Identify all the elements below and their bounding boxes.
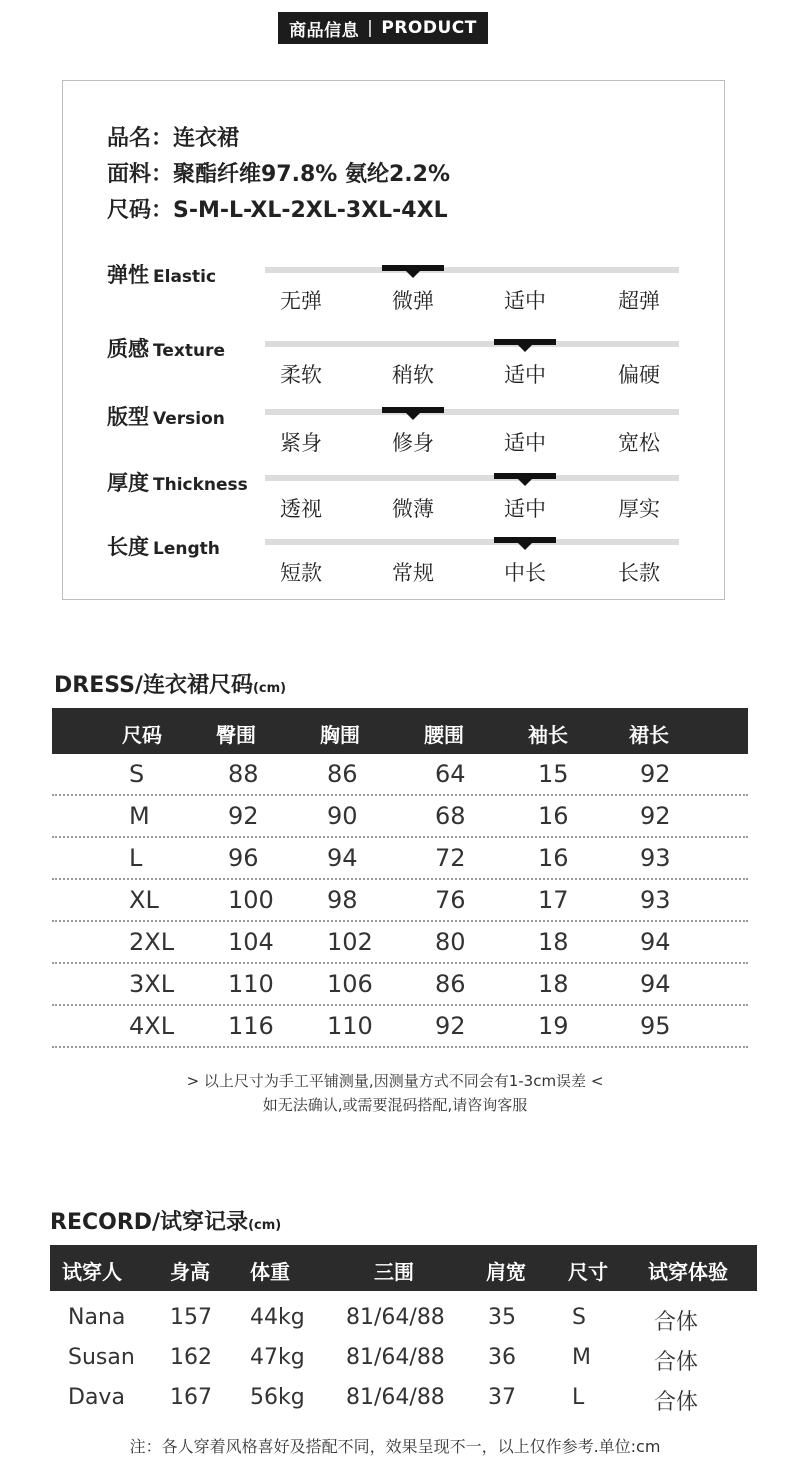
table-cell: 合体 <box>654 1390 699 1415</box>
table-cell: 100 <box>228 886 274 914</box>
table-cell: 110 <box>327 1012 373 1040</box>
record-header-cell: 试穿体验 <box>648 1260 728 1284</box>
table-cell: S <box>129 760 145 788</box>
table-cell: 92 <box>228 802 259 830</box>
attribute-title <box>107 333 225 363</box>
table-cell: 16 <box>538 802 569 830</box>
attribute-option: 长款 <box>618 561 660 585</box>
table-cell: 56kg <box>250 1385 305 1410</box>
table-cell: 81/64/88 <box>346 1385 445 1410</box>
table-cell: 94 <box>640 970 671 998</box>
table-cell: 92 <box>640 760 671 788</box>
table-cell: 4XL <box>129 1012 175 1040</box>
table-cell: 81/64/88 <box>346 1345 445 1370</box>
size-range: 尺码：S-M-L-XL-2XL-3XL-4XL <box>107 198 448 223</box>
record-header-cell: 身高 <box>170 1260 210 1284</box>
table-cell: 15 <box>538 760 569 788</box>
attribute-option: 适中 <box>504 497 546 521</box>
size-header-cell: 胸围 <box>320 723 360 747</box>
attribute-option: 微弹 <box>392 289 434 313</box>
attribute-option: 适中 <box>504 289 546 313</box>
attribute-option: 透视 <box>280 497 322 521</box>
attribute-scale-bar <box>265 539 679 585</box>
table-cell: 93 <box>640 844 671 872</box>
attribute-title-cn: 版型 <box>107 405 149 429</box>
size-header-cell: 臀围 <box>216 723 256 747</box>
attribute-selected-marker <box>382 407 444 413</box>
table-row <box>52 796 748 838</box>
attribute-option: 微薄 <box>392 497 434 521</box>
table-row <box>50 1339 757 1379</box>
record-header-cell: 体重 <box>250 1260 290 1284</box>
table-cell: 47kg <box>250 1345 305 1370</box>
table-cell: 102 <box>327 928 373 956</box>
attribute-selected-marker <box>382 265 444 271</box>
table-cell: L <box>572 1385 585 1410</box>
table-cell: 3XL <box>129 970 175 998</box>
attribute-title-en: Version <box>153 409 225 429</box>
table-cell: 72 <box>435 844 466 872</box>
table-cell: 18 <box>538 970 569 998</box>
table-row <box>52 754 748 796</box>
table-cell: 44kg <box>250 1305 305 1330</box>
attribute-option: 修身 <box>392 431 434 455</box>
attribute-selected-marker <box>494 339 556 345</box>
footnote: 注：各人穿着风格喜好及搭配不同，效果呈现不一，以上仅作参考.单位:cm <box>129 1437 661 1456</box>
table-cell: XL <box>129 886 159 914</box>
table-cell: 116 <box>228 1012 274 1040</box>
record-table-body <box>50 1291 757 1419</box>
table-row <box>52 922 748 964</box>
record-header-cell: 试穿人 <box>62 1260 122 1284</box>
record-header-cell: 三围 <box>374 1260 414 1284</box>
table-cell: S <box>572 1305 586 1330</box>
attribute-scale-bar <box>265 267 679 313</box>
table-cell: 92 <box>640 802 671 830</box>
size-note-line-1: > 以上尺寸为手工平铺测量,因测量方式不同会有1-3cm误差 < <box>186 1072 604 1090</box>
attribute-4 <box>63 531 726 591</box>
table-cell: 76 <box>435 886 466 914</box>
record-header-cell: 肩宽 <box>486 1260 526 1284</box>
attribute-option: 厚实 <box>618 497 660 521</box>
attribute-title-cn: 长度 <box>107 535 149 559</box>
table-cell: Dava <box>68 1385 125 1410</box>
section-header-product <box>278 12 488 44</box>
table-cell: 37 <box>488 1385 516 1410</box>
table-cell: 110 <box>228 970 274 998</box>
table-cell: 合体 <box>654 1310 699 1335</box>
attribute-option: 适中 <box>504 363 546 387</box>
table-cell: 68 <box>435 802 466 830</box>
table-cell: 17 <box>538 886 569 914</box>
table-cell: 36 <box>488 1345 516 1370</box>
table-cell: 106 <box>327 970 373 998</box>
attribute-title <box>107 259 216 289</box>
attribute-0 <box>63 259 726 319</box>
attribute-option: 适中 <box>504 431 546 455</box>
table-cell: 合体 <box>654 1350 699 1375</box>
table-cell: 19 <box>538 1012 569 1040</box>
attribute-option: 超弹 <box>618 289 660 313</box>
attribute-title-en: Elastic <box>153 267 217 287</box>
attribute-2 <box>63 401 726 461</box>
attribute-1 <box>63 333 726 393</box>
attribute-option: 短款 <box>280 561 322 585</box>
size-header-cell: 裙长 <box>629 723 669 747</box>
attribute-option: 宽松 <box>618 431 660 455</box>
table-row <box>50 1299 757 1339</box>
table-row <box>52 964 748 1006</box>
attribute-scale-bar <box>265 409 679 455</box>
size-note-line-2: 如无法确认,或需要混码搭配,请咨询客服 <box>262 1096 528 1114</box>
table-cell: 94 <box>640 928 671 956</box>
size-header-cell: 尺码 <box>122 723 162 747</box>
table-cell: 157 <box>170 1305 212 1330</box>
table-cell: M <box>572 1345 591 1370</box>
attribute-title <box>107 531 220 561</box>
size-section-title-text: DRESS/连衣裙尺码 <box>54 673 253 698</box>
table-cell: 98 <box>327 886 358 914</box>
table-cell: 86 <box>327 760 358 788</box>
attribute-scale-bar <box>265 341 679 387</box>
table-cell: 64 <box>435 760 466 788</box>
attribute-option: 无弹 <box>280 289 322 313</box>
header-en: PRODUCT <box>381 18 477 38</box>
table-cell: 86 <box>435 970 466 998</box>
product-name: 品名：连衣裙 <box>107 126 240 151</box>
attribute-selected-marker <box>494 473 556 479</box>
table-cell: 80 <box>435 928 466 956</box>
attribute-title-en: Texture <box>153 341 225 361</box>
table-cell: 2XL <box>129 928 175 956</box>
table-cell: 93 <box>640 886 671 914</box>
size-table <box>52 708 748 1048</box>
table-row <box>52 880 748 922</box>
header-separator: | <box>367 18 374 38</box>
basic-info <box>107 121 450 229</box>
table-cell: 16 <box>538 844 569 872</box>
record-section-title <box>50 1205 281 1236</box>
header-cn: 商品信息 <box>289 20 360 41</box>
table-cell: Susan <box>68 1345 135 1370</box>
table-cell: L <box>129 844 143 872</box>
record-section-unit: (cm) <box>248 1218 282 1233</box>
attribute-title-cn: 质感 <box>107 337 149 361</box>
table-row <box>52 1006 748 1048</box>
fabric-info: 面料：聚酯纤维97.8% 氨纶2.2% <box>107 162 450 187</box>
size-section-unit: (cm) <box>252 681 287 696</box>
table-cell: Nana <box>68 1305 126 1330</box>
attribute-option: 偏硬 <box>618 363 660 387</box>
table-cell: 90 <box>327 802 358 830</box>
table-cell: 88 <box>228 760 259 788</box>
table-cell: 95 <box>640 1012 671 1040</box>
attribute-title-en: Length <box>153 539 220 559</box>
attribute-option: 常规 <box>392 561 434 585</box>
attribute-title <box>107 467 248 497</box>
attribute-selected-marker <box>494 537 556 543</box>
size-table-body <box>52 754 748 1048</box>
record-table <box>50 1245 757 1419</box>
table-cell: 104 <box>228 928 274 956</box>
attribute-title-cn: 厚度 <box>107 471 149 495</box>
attribute-3 <box>63 467 726 527</box>
table-cell: M <box>129 802 150 830</box>
attribute-title-en: Thickness <box>153 475 248 495</box>
table-row <box>52 838 748 880</box>
attribute-option: 中长 <box>504 561 546 585</box>
attribute-scale-bar <box>265 475 679 521</box>
attribute-option: 柔软 <box>280 363 322 387</box>
table-cell: 96 <box>228 844 259 872</box>
record-table-header <box>50 1245 757 1291</box>
table-cell: 35 <box>488 1305 516 1330</box>
attribute-option: 紧身 <box>280 431 322 455</box>
size-header-cell: 腰围 <box>424 723 464 747</box>
size-table-header <box>52 708 748 754</box>
size-section-title <box>54 668 286 699</box>
product-info-box <box>62 80 725 600</box>
table-cell: 162 <box>170 1345 212 1370</box>
record-section-title-text: RECORD/试穿记录 <box>50 1210 249 1235</box>
table-cell: 18 <box>538 928 569 956</box>
attribute-option: 稍软 <box>392 363 434 387</box>
attribute-title-cn: 弹性 <box>107 263 149 287</box>
table-cell: 94 <box>327 844 358 872</box>
record-header-cell: 尺寸 <box>568 1260 608 1284</box>
table-row <box>50 1379 757 1419</box>
table-cell: 92 <box>435 1012 466 1040</box>
table-cell: 81/64/88 <box>346 1305 445 1330</box>
attribute-title <box>107 401 225 431</box>
table-cell: 167 <box>170 1385 212 1410</box>
size-header-cell: 袖长 <box>528 723 568 747</box>
